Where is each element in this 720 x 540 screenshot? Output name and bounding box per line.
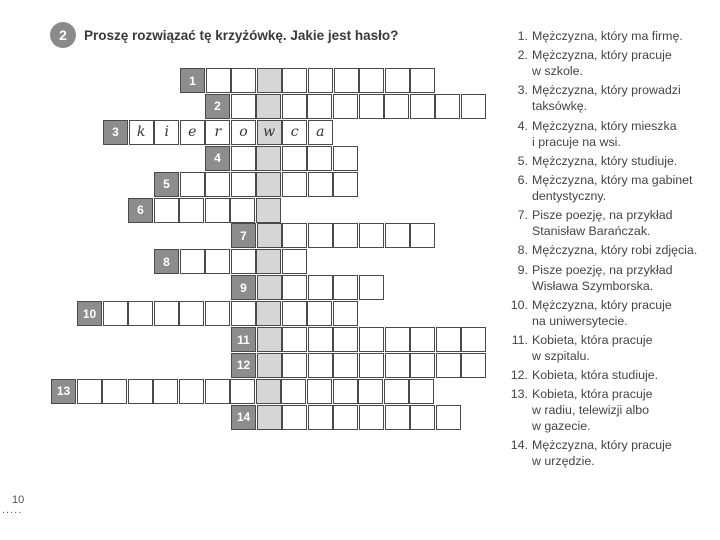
crossword-number-11: 11 [231, 327, 256, 352]
exercise-instruction: Proszę rozwiązać tę krzyżówkę. Jakie jest hasło? [84, 27, 399, 43]
clue-list [498, 28, 720, 473]
clue-item [498, 386, 720, 434]
crossword-cell[interactable] [179, 379, 204, 404]
crossword-cell[interactable] [384, 94, 409, 119]
crossword-cell[interactable] [282, 172, 307, 197]
crossword-cell[interactable] [282, 405, 307, 430]
crossword-number-12: 12 [231, 353, 256, 378]
clue-item [498, 82, 720, 114]
crossword-cell[interactable] [359, 353, 384, 378]
crossword-number-10: 10 [77, 301, 102, 326]
page-number: 10 [12, 494, 25, 506]
crossword-cell[interactable] [77, 379, 102, 404]
crossword-cell[interactable] [282, 249, 307, 274]
crossword-cell[interactable] [256, 198, 281, 223]
crossword-cell[interactable] [231, 68, 256, 93]
crossword-cell[interactable] [307, 301, 332, 326]
crossword-cell[interactable] [308, 68, 333, 93]
crossword-cell[interactable] [358, 379, 383, 404]
crossword-cell[interactable] [333, 94, 358, 119]
clue-number: 4. [517, 118, 528, 133]
crossword-cell[interactable] [180, 172, 205, 197]
crossword-cell[interactable] [461, 353, 486, 378]
crossword-cell[interactable] [205, 249, 230, 274]
crossword-cell[interactable] [256, 172, 281, 197]
crossword-cell[interactable] [257, 405, 282, 430]
crossword-number-7: 7 [231, 223, 256, 248]
crossword-cell[interactable] [154, 198, 179, 223]
crossword-cell[interactable] [410, 405, 435, 430]
clue-item [498, 207, 720, 239]
crossword-cell[interactable] [410, 353, 435, 378]
clue-item [498, 437, 720, 469]
crossword-cell[interactable] [205, 198, 230, 223]
clue-number: 14. [510, 438, 528, 453]
crossword-cell[interactable] [410, 223, 435, 248]
exercise-number-badge: 2 [50, 22, 76, 48]
crossword-cell[interactable] [103, 301, 128, 326]
crossword-cell[interactable] [256, 301, 281, 326]
filled-letter: a [316, 124, 325, 141]
clue-number: 11. [511, 332, 528, 347]
clue-text: Kobieta, która studiuje. [532, 368, 659, 383]
crossword-cell[interactable] [256, 146, 281, 171]
crossword-cell[interactable] [231, 94, 256, 119]
clue-item [498, 153, 720, 169]
crossword-cell[interactable] [333, 146, 358, 171]
clue-text: Mężczyzna, który ma gabinet dentystyczny. [532, 172, 693, 203]
crossword-cell[interactable] [205, 379, 230, 404]
crossword-cell[interactable] [333, 301, 358, 326]
clue-item [498, 47, 720, 79]
crossword-cell[interactable] [333, 172, 358, 197]
crossword-cell[interactable] [231, 249, 256, 274]
clue-number: 10. [510, 297, 528, 312]
crossword-number-13: 13 [51, 379, 76, 404]
crossword-cell[interactable] [128, 301, 153, 326]
crossword-cell[interactable] [385, 68, 410, 93]
clue-number: 5. [517, 153, 528, 168]
clue-item [498, 367, 720, 383]
clue-item [498, 332, 720, 364]
clue-item [498, 172, 720, 204]
crossword-cell[interactable] [436, 405, 461, 430]
crossword-cell[interactable] [359, 405, 384, 430]
crossword-cell[interactable] [333, 275, 358, 300]
clue-text: Mężczyzna, który studiuje. [532, 153, 678, 168]
clue-text: Pisze poezję, na przykład Wisława Szymborska. [532, 262, 673, 293]
crossword-cell[interactable] [102, 379, 127, 404]
clue-text: Mężczyzna, który pracuje w szkole. [532, 48, 672, 79]
crossword-cell[interactable] [308, 172, 333, 197]
crossword-cell[interactable] [359, 223, 384, 248]
clue-text: Mężczyzna, który pracuje na uniwersytecie. [532, 297, 672, 328]
crossword-cell[interactable] [128, 379, 153, 404]
crossword-cell[interactable] [307, 379, 332, 404]
crossword-cell[interactable] [359, 327, 384, 352]
crossword-cell[interactable] [231, 146, 256, 171]
crossword-number-6: 6 [128, 198, 153, 223]
crossword-cell[interactable] [281, 379, 306, 404]
crossword-cell[interactable] [334, 68, 359, 93]
crossword-cell[interactable] [179, 198, 204, 223]
crossword-cell[interactable] [308, 275, 333, 300]
crossword-number-14: 14 [231, 405, 256, 430]
crossword-number-9: 9 [231, 275, 256, 300]
crossword-cell[interactable] [385, 353, 410, 378]
crossword-cell[interactable] [333, 353, 358, 378]
crossword-cell[interactable] [308, 327, 333, 352]
filled-letter: c [290, 124, 299, 141]
clue-text: Mężczyzna, który ma firmę. [532, 29, 683, 43]
crossword-cell[interactable] [282, 223, 307, 248]
clue-number: 1. [517, 29, 528, 43]
crossword-cell[interactable] [154, 301, 179, 326]
crossword-cell[interactable] [461, 94, 486, 119]
crossword-cell[interactable] [282, 275, 307, 300]
crossword-cell[interactable] [257, 223, 282, 248]
crossword-cell[interactable] [180, 249, 205, 274]
crossword-cell[interactable] [257, 68, 282, 93]
crossword-cell[interactable] [231, 172, 256, 197]
filled-letter: o [239, 124, 248, 141]
clue-item [498, 118, 720, 150]
crossword-cell[interactable] [436, 327, 461, 352]
crossword-cell[interactable] [333, 379, 358, 404]
page-dots: ..... [2, 504, 23, 516]
crossword-cell[interactable] [333, 405, 358, 430]
crossword-cell[interactable] [205, 172, 230, 197]
crossword-cell[interactable] [410, 68, 435, 93]
crossword-cell[interactable] [385, 327, 410, 352]
filled-letter: e [188, 124, 197, 141]
crossword-cell[interactable] [257, 353, 282, 378]
crossword-cell[interactable] [436, 353, 461, 378]
clue-number: 2. [517, 48, 528, 63]
crossword-cell[interactable] [409, 379, 434, 404]
crossword-cell[interactable] [410, 94, 435, 119]
crossword-number-1: 1 [180, 68, 205, 93]
crossword-cell[interactable] [282, 327, 307, 352]
filled-letter: w [263, 124, 276, 141]
crossword-cell[interactable] [205, 301, 230, 326]
clue-text: Mężczyzna, który robi zdjęcia. [532, 243, 698, 258]
clue-item [498, 242, 720, 258]
filled-letter: i [164, 124, 169, 141]
clue-text: Mężczyzna, który mieszka i pracuje na wsi. [532, 118, 677, 149]
clue-item [498, 297, 720, 329]
crossword-cell[interactable] [308, 223, 333, 248]
crossword-cell[interactable] [384, 379, 409, 404]
crossword-cell[interactable] [461, 327, 486, 352]
crossword-cell[interactable] [385, 405, 410, 430]
crossword-number-2: 2 [205, 94, 230, 119]
clue-text: Mężczyzna, który prowadzi taksówkę. [532, 83, 681, 114]
crossword-cell[interactable] [206, 68, 231, 93]
crossword-cell[interactable] [359, 275, 384, 300]
crossword-cell[interactable] [282, 68, 307, 93]
clue-text: Pisze poezję, na przykład Stanisław Barańczak. [532, 208, 673, 239]
clue-number: 13. [510, 387, 528, 402]
crossword-cell[interactable] [179, 301, 204, 326]
crossword-number-5: 5 [154, 172, 179, 197]
crossword-number-3: 3 [103, 120, 128, 145]
crossword-cell[interactable] [307, 94, 332, 119]
clue-number: 3. [517, 83, 528, 98]
clue-item [498, 28, 720, 44]
crossword-cell[interactable] [231, 301, 256, 326]
clue-number: 7. [517, 208, 528, 223]
clue-number: 8. [517, 243, 528, 258]
clue-number: 6. [517, 172, 528, 187]
crossword-cell[interactable] [359, 94, 384, 119]
filled-letter: k [136, 124, 146, 141]
crossword-cell[interactable] [257, 327, 282, 352]
crossword-cell[interactable] [385, 223, 410, 248]
crossword-cell[interactable] [282, 146, 307, 171]
clue-number: 12. [510, 368, 528, 383]
crossword-cell[interactable] [410, 327, 435, 352]
crossword-cell[interactable] [307, 146, 332, 171]
clue-number: 9. [517, 262, 528, 277]
crossword-cell[interactable] [256, 379, 281, 404]
crossword-cell[interactable] [333, 327, 358, 352]
crossword-cell[interactable] [282, 94, 307, 119]
crossword-cell[interactable] [435, 94, 460, 119]
crossword-cell[interactable] [308, 353, 333, 378]
crossword-cell[interactable] [282, 353, 307, 378]
crossword-number-8: 8 [154, 249, 179, 274]
filled-letter: r [214, 124, 222, 141]
crossword-cell[interactable] [308, 405, 333, 430]
crossword-cell[interactable] [359, 68, 384, 93]
clue-item [498, 262, 720, 294]
crossword-cell[interactable] [153, 379, 178, 404]
crossword-cell[interactable] [230, 379, 255, 404]
clue-text: Kobieta, która pracuje w radiu, telewizji albo w gazecie. [532, 387, 653, 434]
crossword-cell[interactable] [257, 275, 282, 300]
crossword-cell[interactable] [333, 223, 358, 248]
crossword-cell[interactable] [230, 198, 255, 223]
crossword-number-4: 4 [205, 146, 230, 171]
crossword-cell[interactable] [282, 301, 307, 326]
crossword-cell[interactable] [256, 249, 281, 274]
crossword-cell[interactable] [256, 94, 281, 119]
clue-text: Mężczyzna, który pracuje w urzędzie. [532, 438, 672, 469]
clue-text: Kobieta, która pracuje w szpitalu. [532, 332, 653, 363]
